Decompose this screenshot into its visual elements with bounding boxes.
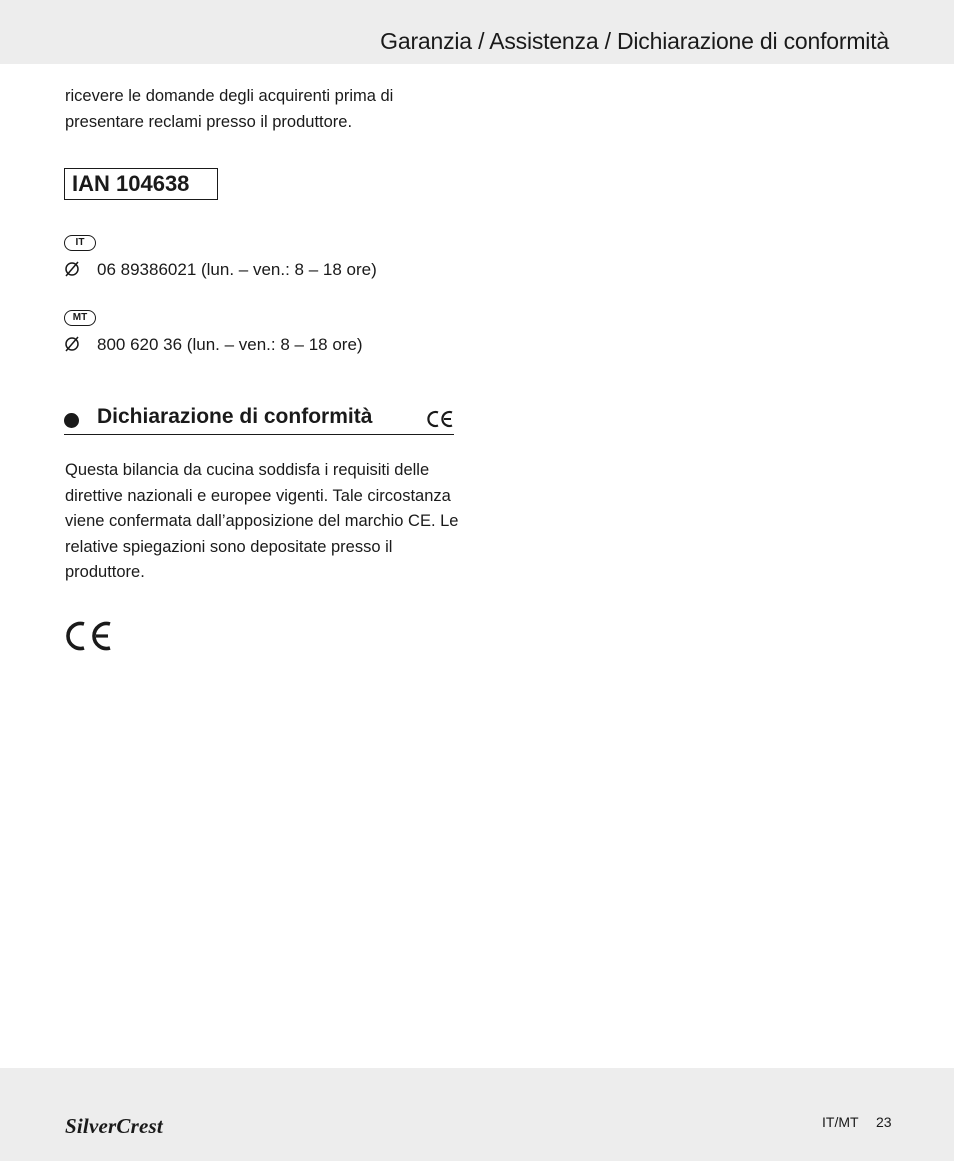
conformity-paragraph: Questa bilancia da cucina soddisfa i requisiti delle direttive nazionali e europee vigenti. Tale circostanza viene confermata dall’apposizione del marchio CE. Le relative spiegazioni sono depositate presso il produttore. (65, 461, 459, 581)
brand-logo: SilverCrest (65, 1114, 163, 1138)
page-number: 23 (876, 1114, 892, 1130)
conformity-heading (64, 404, 454, 435)
country-badge-mt: MT (64, 310, 96, 326)
page-title: Garanzia / Assistenza / Dichiarazione di conformità (380, 28, 889, 54)
footer-language: IT/MT (822, 1114, 859, 1130)
service-phone-text: 06 89386021 (lun. – ven.: 8 – 18 ore) (97, 260, 377, 279)
intro-paragraph: ricevere le domande degli acquirenti prima di presentare reclami presso il produttore. (65, 87, 394, 131)
header-bar (0, 0, 954, 64)
ian-label: IAN 104638 (72, 171, 190, 196)
phone-icon (64, 261, 80, 277)
phone-icon (64, 336, 80, 352)
ce-mark-icon (427, 409, 455, 429)
service-phone-mt (64, 335, 363, 355)
ian-box (64, 168, 218, 200)
ce-mark-icon (64, 618, 114, 654)
country-badge-it: IT (64, 235, 96, 251)
conformity-heading-text: Dichiarazione di conformità (97, 405, 373, 428)
service-phone-text: 800 620 36 (lun. – ven.: 8 – 18 ore) (97, 335, 363, 354)
bullet-icon (64, 413, 79, 428)
service-phone-it (64, 260, 377, 280)
